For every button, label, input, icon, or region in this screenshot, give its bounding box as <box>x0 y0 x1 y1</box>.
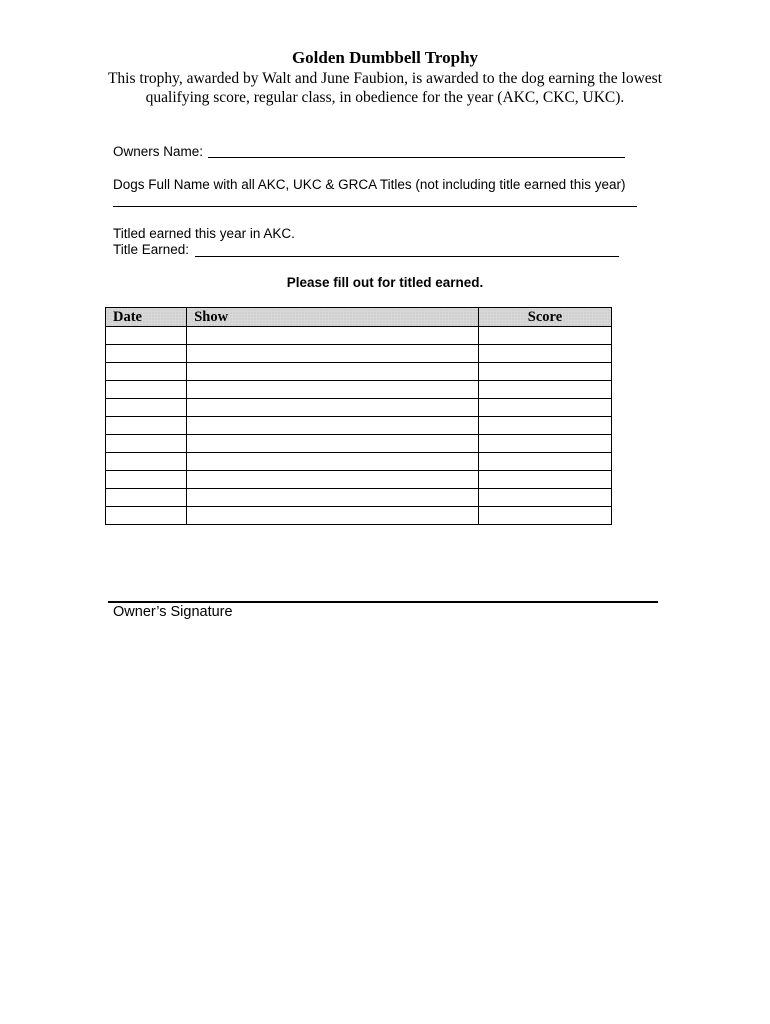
table-row <box>106 435 612 453</box>
header-date: Date <box>106 308 187 327</box>
header-show: Show <box>187 308 479 327</box>
score-cell[interactable] <box>478 453 611 471</box>
table-row <box>106 363 612 381</box>
show-cell[interactable] <box>187 471 479 489</box>
score-cell[interactable] <box>478 327 611 345</box>
table-row <box>106 417 612 435</box>
fill-instruction: Please fill out for titled earned. <box>286 275 484 290</box>
scores-table <box>105 307 612 525</box>
score-cell[interactable] <box>478 471 611 489</box>
table-header-row <box>106 308 612 327</box>
table-row <box>106 507 612 525</box>
score-cell[interactable] <box>478 435 611 453</box>
show-cell[interactable] <box>187 453 479 471</box>
signature-field[interactable] <box>108 601 658 603</box>
title-earned-label: Title Earned: <box>113 242 190 257</box>
show-cell[interactable] <box>187 399 479 417</box>
header-score: Score <box>478 308 611 327</box>
signature-label: Owner’s Signature <box>113 604 233 620</box>
score-cell[interactable] <box>478 399 611 417</box>
date-cell[interactable] <box>106 345 187 363</box>
score-cell[interactable] <box>478 489 611 507</box>
table-row <box>106 399 612 417</box>
date-cell[interactable] <box>106 417 187 435</box>
score-cell[interactable] <box>478 417 611 435</box>
owners-name-label: Owners Name: <box>113 144 204 159</box>
show-cell[interactable] <box>187 327 479 345</box>
intro-line-1: This trophy, awarded by Walt and June Faubion, is awarded to the dog earning the lowest <box>107 70 663 87</box>
owners-name-field[interactable] <box>208 157 625 158</box>
titled-earned-label: Titled earned this year in AKC. <box>113 226 295 241</box>
dogs-name-label: Dogs Full Name with all AKC, UKC & GRCA Titles (not including title earned this year) <box>113 177 626 192</box>
score-cell[interactable] <box>478 363 611 381</box>
score-cell[interactable] <box>478 345 611 363</box>
show-cell[interactable] <box>187 489 479 507</box>
intro-line-2: qualifying score, regular class, in obedience for the year (AKC, CKC, UKC). <box>145 89 625 106</box>
show-cell[interactable] <box>187 435 479 453</box>
show-cell[interactable] <box>187 363 479 381</box>
date-cell[interactable] <box>106 381 187 399</box>
date-cell[interactable] <box>106 471 187 489</box>
table-row <box>106 453 612 471</box>
table-body <box>106 327 612 525</box>
dogs-name-field[interactable] <box>113 206 637 207</box>
score-cell[interactable] <box>478 507 611 525</box>
show-cell[interactable] <box>187 507 479 525</box>
table-row <box>106 381 612 399</box>
form-title: Golden Dumbbell Trophy <box>291 48 479 67</box>
date-cell[interactable] <box>106 507 187 525</box>
date-cell[interactable] <box>106 435 187 453</box>
date-cell[interactable] <box>106 363 187 381</box>
score-cell[interactable] <box>478 381 611 399</box>
table-row <box>106 489 612 507</box>
title-earned-field[interactable] <box>195 256 619 257</box>
table-row <box>106 327 612 345</box>
date-cell[interactable] <box>106 327 187 345</box>
table-row <box>106 345 612 363</box>
show-cell[interactable] <box>187 417 479 435</box>
form-intro <box>100 69 670 107</box>
date-cell[interactable] <box>106 489 187 507</box>
date-cell[interactable] <box>106 453 187 471</box>
show-cell[interactable] <box>187 345 479 363</box>
date-cell[interactable] <box>106 399 187 417</box>
table-row <box>106 471 612 489</box>
show-cell[interactable] <box>187 381 479 399</box>
